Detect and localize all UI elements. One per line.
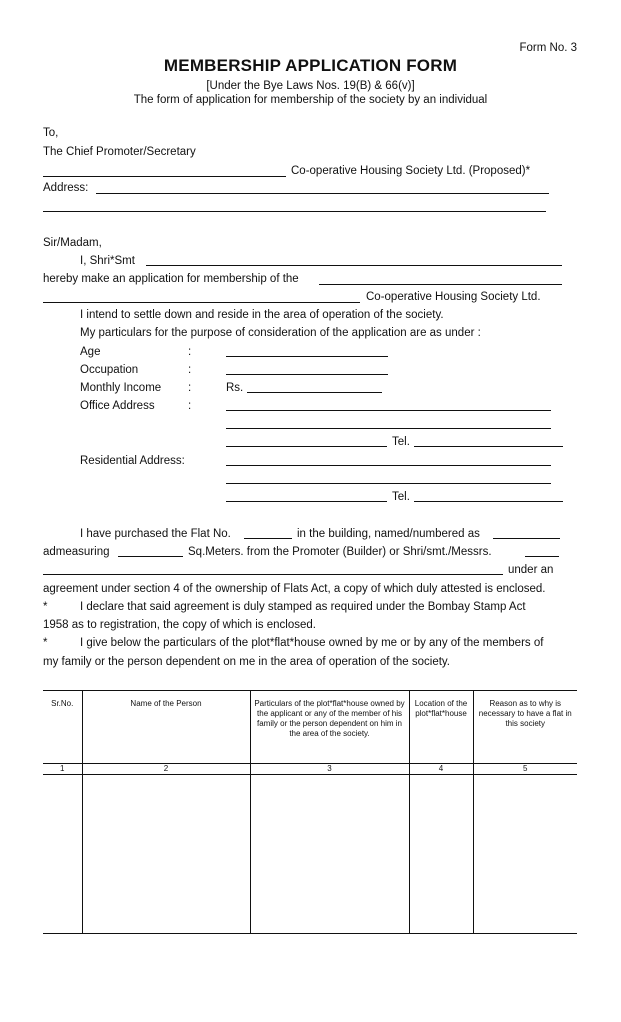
header-sr-no: Sr.No. xyxy=(43,691,82,764)
promoter-name-field-2[interactable] xyxy=(43,574,503,575)
income-colon: : xyxy=(188,382,192,394)
society-name-field[interactable] xyxy=(43,176,286,177)
recipient-label: The Chief Promoter/Secretary xyxy=(43,146,196,158)
occupation-colon: : xyxy=(188,364,192,376)
residential-address-label: Residential Address: xyxy=(80,455,185,467)
membership-society-field[interactable] xyxy=(319,284,562,285)
monthly-income-label: Monthly Income xyxy=(80,382,162,394)
salutation: Sir/Madam, xyxy=(43,237,102,249)
person-name-cell[interactable] xyxy=(82,775,250,934)
office-colon: : xyxy=(188,400,192,412)
residential-address-line-2[interactable] xyxy=(226,483,551,484)
address-label: Address: xyxy=(43,182,89,194)
column-number: 4 xyxy=(409,764,473,775)
column-number: 5 xyxy=(473,764,577,775)
header-location: Location of the plot*flat*house xyxy=(409,691,473,764)
particulars-intro: My particulars for the purpose of consideration of the application are as under : xyxy=(80,327,481,339)
area-field[interactable] xyxy=(118,556,183,557)
column-number: 3 xyxy=(250,764,409,775)
application-text: hereby make an application for membership of the xyxy=(43,273,299,285)
form-title: MEMBERSHIP APPLICATION FORM xyxy=(163,56,458,75)
admeasuring-label: admeasuring xyxy=(43,546,110,558)
sr-no-cell[interactable] xyxy=(43,775,82,934)
office-address-line-2[interactable] xyxy=(226,428,551,429)
to-label: To, xyxy=(43,127,59,139)
monthly-income-field[interactable] xyxy=(247,392,382,393)
header-person-name: Name of the Person xyxy=(82,691,250,764)
address-field-line-1[interactable] xyxy=(96,193,549,194)
form-number: Form No. 3 xyxy=(519,42,577,54)
reason-cell[interactable] xyxy=(473,775,577,934)
age-colon: : xyxy=(188,346,192,358)
residential-tel-label: Tel. xyxy=(392,491,410,503)
occupation-label: Occupation xyxy=(80,364,139,376)
declare-bullet: * xyxy=(43,601,48,613)
residential-tel-field[interactable] xyxy=(414,501,563,502)
header-particulars: Particulars of the plot*flat*house owned by the applicant or any of the member of his family or the person dependent on him in the area of the society. xyxy=(250,691,409,764)
office-address-line-3[interactable] xyxy=(226,446,387,447)
form-description: The form of application for membership of the society by an individual xyxy=(133,94,488,106)
address-field-line-2[interactable] xyxy=(43,211,546,212)
building-field[interactable] xyxy=(493,538,560,539)
promoter-name-field[interactable] xyxy=(525,556,559,557)
plot-bullet: * xyxy=(43,637,48,649)
particulars-cell[interactable] xyxy=(250,775,409,934)
bye-laws-reference: [Under the Bye Laws Nos. 19(B) & 66(v)] xyxy=(206,80,415,92)
header-reason: Reason as to why is necessary to have a flat in this society xyxy=(473,691,577,764)
rupees-label: Rs. xyxy=(226,382,244,394)
office-address-line-1[interactable] xyxy=(226,410,551,411)
column-number: 1 xyxy=(43,764,82,775)
age-field[interactable] xyxy=(226,356,388,357)
plot-text-1: I give below the particulars of the plot*flat*house owned by me or by any of the members of xyxy=(80,637,544,649)
society-suffix-label: Co-operative Housing Society Ltd. xyxy=(366,291,541,303)
column-number: 2 xyxy=(82,764,250,775)
residential-address-line-1[interactable] xyxy=(226,465,551,466)
office-address-label: Office Address xyxy=(80,400,155,412)
residential-address-line-3[interactable] xyxy=(226,501,387,502)
declare-text-2: 1958 as to registration, the copy of which is enclosed. xyxy=(43,619,316,631)
declare-text-1: I declare that said agreement is duly stamped as required under the Bombay Stamp Act xyxy=(80,601,526,613)
location-cell[interactable] xyxy=(409,775,473,934)
flat-no-field[interactable] xyxy=(244,538,292,539)
under-an-label: under an xyxy=(508,564,554,576)
age-label: Age xyxy=(80,346,101,358)
settle-text: I intend to settle down and reside in the area of operation of the society. xyxy=(80,309,444,321)
building-label: in the building, named/numbered as xyxy=(297,528,480,540)
agreement-text: agreement under section 4 of the ownership of Flats Act, a copy of which duly attested is enclosed. xyxy=(43,583,546,595)
promoter-label: Sq.Meters. from the Promoter (Builder) or Shri/smt./Messrs. xyxy=(188,546,492,558)
office-tel-field[interactable] xyxy=(414,446,563,447)
occupation-field[interactable] xyxy=(226,374,388,375)
society-proposed-label: Co-operative Housing Society Ltd. (Proposed)* xyxy=(291,165,531,177)
name-prefix-label: I, Shri*Smt xyxy=(80,255,135,267)
property-particulars-table xyxy=(43,690,577,934)
society-name-field-2[interactable] xyxy=(43,302,360,303)
table-row xyxy=(43,775,577,934)
plot-text-2: my family or the person dependent on me in the area of operation of the society. xyxy=(43,656,450,668)
applicant-name-field[interactable] xyxy=(146,265,562,266)
office-tel-label: Tel. xyxy=(392,436,410,448)
flat-no-label: I have purchased the Flat No. xyxy=(80,528,231,540)
